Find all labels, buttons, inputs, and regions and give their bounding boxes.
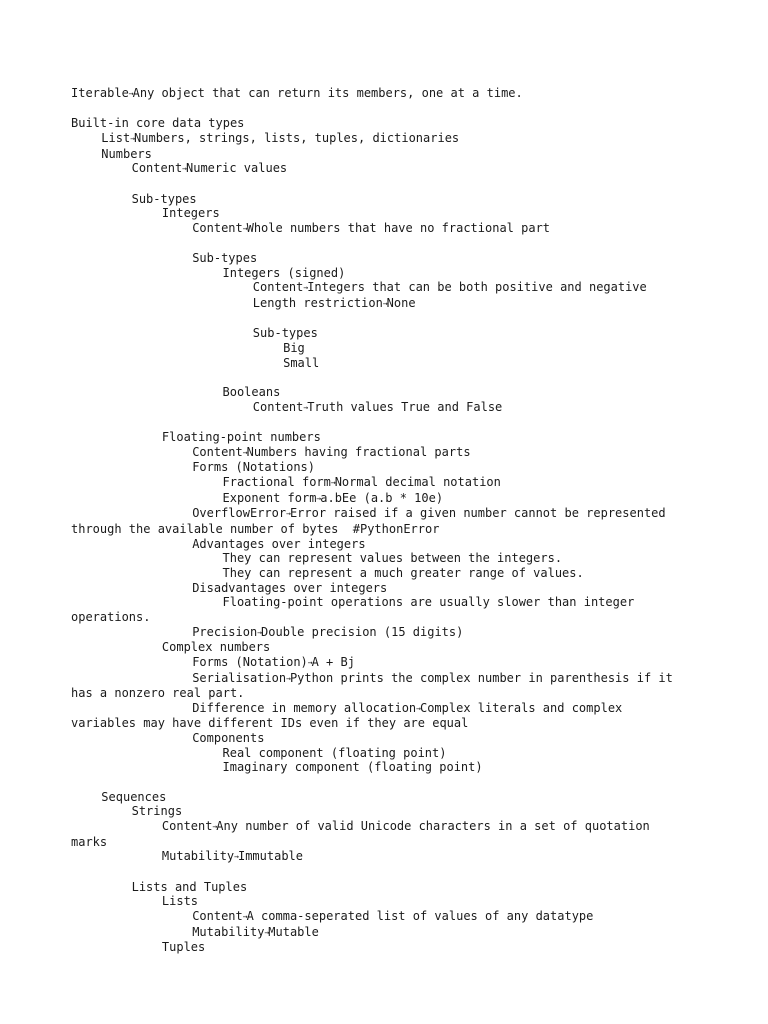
outline-line (71, 940, 731, 955)
arrow-icon: → (182, 164, 186, 174)
outline-line (71, 790, 731, 805)
outline-label: Floating-point operations are usually slower than integer (222, 595, 635, 610)
outline-label: Serialisation (192, 670, 287, 685)
outline-label: Iterable (71, 86, 129, 100)
outline-line (71, 147, 731, 162)
outline-value: Numbers having fractional parts (246, 444, 471, 459)
arrow-icon: → (242, 223, 247, 233)
outline-line (71, 445, 731, 461)
outline-value: Mutable (268, 924, 319, 939)
outline-label: Forms (Notation) (192, 654, 308, 669)
outline-label: Lists (161, 894, 199, 909)
outline-label: Integers (signed) (222, 265, 346, 280)
outline-label: Built-in core data types (71, 116, 245, 131)
arrow-icon: → (303, 402, 308, 412)
outline-value: Immutable (237, 849, 303, 864)
outline-value: Python prints the complex number in parenthesis if it (289, 670, 673, 685)
blank-line (71, 312, 731, 327)
outline-line (71, 251, 731, 266)
outline-label: Fractional form (222, 474, 331, 489)
outline-label: Small (283, 355, 320, 370)
outline-line (71, 925, 731, 941)
arrow-icon: → (416, 703, 420, 713)
outline-line (71, 655, 731, 671)
outline-value: Any number of valid Unicode characters in a set of quotation (216, 819, 650, 834)
arrow-icon: → (286, 509, 290, 519)
outline-line (71, 566, 731, 581)
outline-label: They can represent a much greater range of values. (222, 565, 584, 580)
outline-value: Error raised if a given number cannot be represented (289, 506, 666, 521)
outline-line (71, 625, 731, 641)
outline-value: Numeric values (186, 161, 288, 176)
outline-continuation: variables may have different IDs even if they are equal (71, 716, 469, 731)
outline-continuation: operations. (71, 609, 151, 624)
outline-line (71, 192, 731, 207)
outline-line (71, 701, 731, 717)
outline-line (71, 341, 731, 356)
outline-label: Sub-types (252, 326, 318, 341)
outline-line (71, 880, 731, 895)
arrow-icon: → (212, 822, 217, 832)
arrow-icon: → (242, 447, 247, 457)
outline-value: Normal decimal notation (334, 474, 501, 489)
outline-line (71, 506, 731, 522)
arrow-icon: → (303, 283, 308, 293)
outline-label: Integers (161, 206, 220, 221)
outline-continuation: marks (71, 834, 108, 849)
outline-line (71, 819, 731, 835)
outline-label: Exponent form (222, 490, 317, 505)
outline-line (71, 760, 731, 775)
outline-value: Any object that can return its members, one at a time. (132, 86, 523, 100)
arrow-icon: → (330, 477, 335, 487)
outline-value: A comma-seperated list of values of any datatype (246, 908, 594, 923)
outline-line (71, 460, 731, 475)
outline-line (71, 746, 731, 761)
outline-label: Difference in memory allocation (192, 700, 417, 715)
outline-label: Length restriction (252, 296, 383, 311)
outline-line (71, 206, 731, 221)
outline-label: Forms (Notations) (192, 460, 316, 475)
outline-label: Tuples (161, 940, 206, 955)
outline-label: Components (192, 731, 265, 746)
outline-label: Content (192, 908, 243, 923)
arrow-icon: → (130, 133, 135, 143)
outline-value: Complex literals and complex (419, 700, 623, 715)
outline-line (71, 161, 731, 177)
outline-line (71, 385, 731, 400)
outline-label: Content (131, 161, 183, 176)
outline-label: List (101, 130, 131, 145)
arrow-icon: → (316, 493, 321, 503)
outline-label: Big (283, 341, 305, 356)
outline-label: Booleans (222, 385, 281, 400)
outline-line (71, 296, 731, 312)
outline-label: Content (252, 399, 304, 414)
outline-value: Double precision (15 digits) (261, 624, 464, 639)
blank-line (71, 370, 731, 385)
outline-value: Truth values True and False (307, 399, 503, 414)
blank-line (71, 237, 731, 252)
outline-label: Sub-types (192, 251, 258, 266)
outline-value: Whole numbers that have no fractional part (246, 220, 551, 235)
blank-line (71, 775, 731, 790)
outline-label: Content (192, 220, 243, 235)
outline-line (71, 849, 731, 865)
outline-value: Integers that can be both positive and negative (307, 280, 647, 295)
outline-line (71, 551, 731, 566)
blank-line (71, 102, 731, 117)
arrow-icon: → (257, 627, 262, 637)
outline-line (71, 266, 731, 281)
outline-line (71, 131, 731, 147)
outline-value: None (386, 296, 416, 311)
outline-value: Numbers, strings, lists, tuples, dictionaries (134, 130, 460, 145)
blank-line (71, 177, 731, 192)
outline-line (71, 86, 731, 102)
outline-line (71, 400, 731, 416)
outline-label: They can represent values between the integers. (222, 551, 563, 566)
outline-label: Lists and Tuples (131, 879, 248, 894)
outline-label: Advantages over integers (192, 536, 366, 551)
arrow-icon: → (286, 673, 290, 683)
outline-line (71, 731, 731, 746)
outline-label: Content (161, 819, 213, 834)
outline-line (71, 280, 731, 296)
outline-line (71, 221, 731, 237)
arrow-icon: → (307, 657, 312, 667)
outline-value: A + Bj (311, 654, 355, 669)
blank-line (71, 415, 731, 430)
arrow-icon: → (264, 927, 269, 937)
arrow-icon: → (234, 852, 238, 862)
outline-label: OverflowError (192, 506, 287, 521)
outline-label: Mutability (192, 924, 265, 939)
outline-line (71, 430, 731, 445)
outline-line (71, 894, 731, 909)
outline-line (71, 909, 731, 925)
outline-label: Floating-point numbers (161, 430, 321, 444)
outline-line (71, 537, 731, 552)
outline-line (71, 640, 731, 655)
document-page (71, 86, 731, 955)
outline-label: Complex numbers (161, 640, 271, 655)
outline-line (71, 116, 731, 131)
outline-label: Content (192, 444, 243, 459)
outline-line (71, 475, 731, 491)
outline-line (71, 356, 731, 371)
outline-label: Mutability (161, 849, 235, 864)
outline-label: Disadvantages over integers (192, 580, 388, 595)
arrow-icon: → (382, 299, 387, 309)
outline-value: a.bEe (a.b * 10e) (320, 490, 444, 505)
arrow-icon: → (128, 89, 133, 98)
outline-line (71, 491, 731, 507)
outline-label: Content (252, 280, 304, 295)
outline-label: Real component (floating point) (222, 745, 447, 760)
outline-line (71, 804, 731, 819)
outline-label: Numbers (101, 146, 152, 161)
arrow-icon: → (242, 911, 247, 921)
outline-label: Imaginary component (floating point) (222, 760, 483, 775)
outline-label: Sub-types (131, 191, 197, 206)
outline-line (71, 595, 731, 610)
outline-line (71, 581, 731, 596)
outline-label: Strings (131, 804, 183, 819)
outline-line (71, 671, 731, 687)
blank-line (71, 865, 731, 880)
outline-label: Precision (192, 624, 258, 639)
outline-continuation: through the available number of bytes #PythonError (71, 521, 440, 536)
outline-line (71, 326, 731, 341)
outline-continuation: has a nonzero real part. (71, 686, 245, 701)
outline-label: Sequences (101, 789, 167, 804)
